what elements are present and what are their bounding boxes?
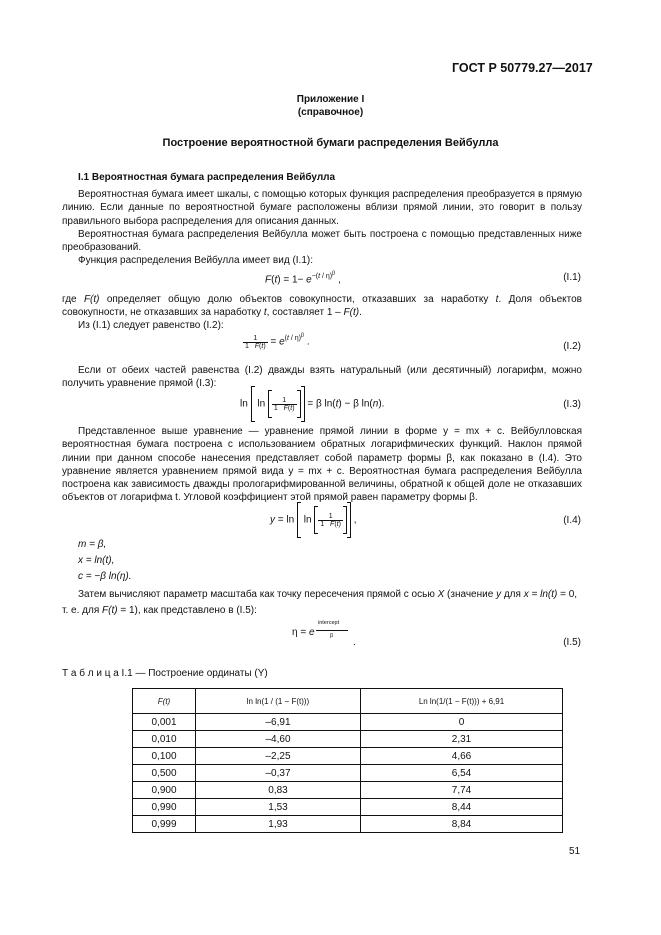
table-cell: 0,900 — [133, 782, 196, 799]
table-row — [133, 748, 563, 765]
equation-i5-denominator: β — [330, 633, 334, 639]
table-cell: –4,60 — [196, 731, 361, 748]
equation-label-i5: (I.5) — [563, 637, 581, 648]
equation-label-i1: (I.1) — [563, 272, 581, 283]
table-cell: 6,54 — [361, 765, 563, 782]
table-row — [133, 816, 563, 833]
table-cell: 7,74 — [361, 782, 563, 799]
paragraph-9: т. е. для F(t) = 1), как представлено в (I.5): — [62, 605, 257, 616]
table-cell: 8,84 — [361, 816, 563, 833]
equation-i4: y = ln ln $\frac{1}{1 F(t)}$ , — [270, 502, 357, 538]
table-cell: 2,31 — [361, 731, 563, 748]
table-cell: 8,44 — [361, 799, 563, 816]
table-header: Ln ln(1/(1 − F(t))) + 6,91 — [361, 689, 563, 714]
table-caption: Т а б л и ц а I.1 — Построение ординаты (Y) — [62, 668, 268, 679]
appendix-title: Приложение I — [296, 94, 365, 105]
table-header: F(t) — [133, 689, 196, 714]
definition-c: c = −β ln(η). — [78, 571, 132, 582]
definition-x: x = ln(t), — [78, 555, 115, 566]
table-header-row — [133, 689, 563, 714]
section-title: Построение вероятностной бумаги распределения Вейбулла — [162, 137, 499, 149]
table-row — [133, 799, 563, 816]
table-cell: 0,999 — [133, 816, 196, 833]
table-row — [133, 714, 563, 731]
table-row — [133, 765, 563, 782]
paragraph-2: Вероятностная бумага распределения Вейбулла может быть построена с помощью представленных ниже преобразований. — [62, 229, 582, 254]
table-cell: 0,001 — [133, 714, 196, 731]
subsection-title: I.1 Вероятностная бумага распределения Вейбулла — [78, 172, 336, 183]
table-row — [133, 731, 563, 748]
equation-label-i3: (I.3) — [563, 399, 581, 410]
table-cell: 0,010 — [133, 731, 196, 748]
paragraph-4: где F(t) определяет общую долю объектов совокупности, отказавших за наработку t. Доля объектов совокупности, не отказавших за наработку t, составляет 1 – F(t). — [62, 294, 582, 319]
equation-i5-period: . — [353, 637, 356, 648]
table-cell: 0,500 — [133, 765, 196, 782]
table-cell: 0,83 — [196, 782, 361, 799]
table-row — [133, 782, 563, 799]
equation-label-i4: (I.4) — [563, 515, 581, 526]
equation-i3: ln ln $\frac{1}{1 F(t)}$ = β ln(t) − β ln(n). — [240, 386, 384, 422]
paragraph-7: Представленное выше уравнение — уравнение прямой линии в форме y = mx + c. Вейбулловская вероятностная бумага построена с использованием обратных логарифмических функций. Наклон прямой линии при данном способе нанесения представляет собой параметр формы β, как показано в (I.4). Это уравнение является уравнением прямой вида y = mx + c. Вероятностная бумага распределения Вейбулла построена как зависимость дважды прологарифмированной величины, обратной к общей доле не отказавших объектов от логарифма t. Угловой коэффициент этой прямой равен параметру формы β. — [62, 426, 582, 504]
paragraph-6: Если от обеих частей равенства (I.2) дважды взять натуральный (или десятичный) логарифм, можно получить уравнение прямой (I.3): — [62, 365, 582, 390]
paragraph-8: Затем вычисляют параметр масштаба как точку пересечения прямой с осью X (значение y для x = ln(t) = 0, — [78, 589, 578, 600]
equation-i2: $\frac{1}{1 F(t)}$ = $e^{(t / \eta)^\beta}$ . — [245, 333, 310, 350]
table-cell: 0 — [361, 714, 563, 731]
equation-i5-numerator: intercept — [318, 620, 340, 626]
definition-m: m = β, — [78, 539, 107, 550]
table-cell: –2,25 — [196, 748, 361, 765]
table-cell: 4,66 — [361, 748, 563, 765]
equation-i5: η = e — [292, 627, 315, 638]
ordinate-table — [132, 688, 563, 833]
paragraph-3: Функция распределения Вейбулла имеет вид (I.1): — [78, 255, 314, 266]
table-cell: 1,93 — [196, 816, 361, 833]
standard-header: ГОСТ Р 50779.27—2017 — [452, 61, 593, 75]
equation-i1: $F(t) = 1- e^{-(t / \eta)^\beta}$ , — [265, 271, 341, 286]
appendix-subtitle: (справочное) — [297, 107, 364, 118]
table-cell: 0,100 — [133, 748, 196, 765]
page-number: 51 — [569, 846, 581, 857]
table-cell: –0,37 — [196, 765, 361, 782]
paragraph-5: Из (I.1) следует равенство (I.2): — [78, 320, 224, 331]
table-cell: 0,990 — [133, 799, 196, 816]
table-cell: 1,53 — [196, 799, 361, 816]
table-header: ln ln(1 / (1 − F(t))) — [196, 689, 361, 714]
equation-i5-fraction-line — [316, 630, 348, 631]
paragraph-1: Вероятностная бумага имеет шкалы, с помощью которых функция распределения преобразуется в прямую линию. Если данные по вероятностной бумаге расположены вблизи прямой линии, это говорит в пользу правильного выбора распределения для описания данных. — [62, 189, 582, 227]
table-cell: –6,91 — [196, 714, 361, 731]
equation-label-i2: (I.2) — [563, 341, 581, 352]
